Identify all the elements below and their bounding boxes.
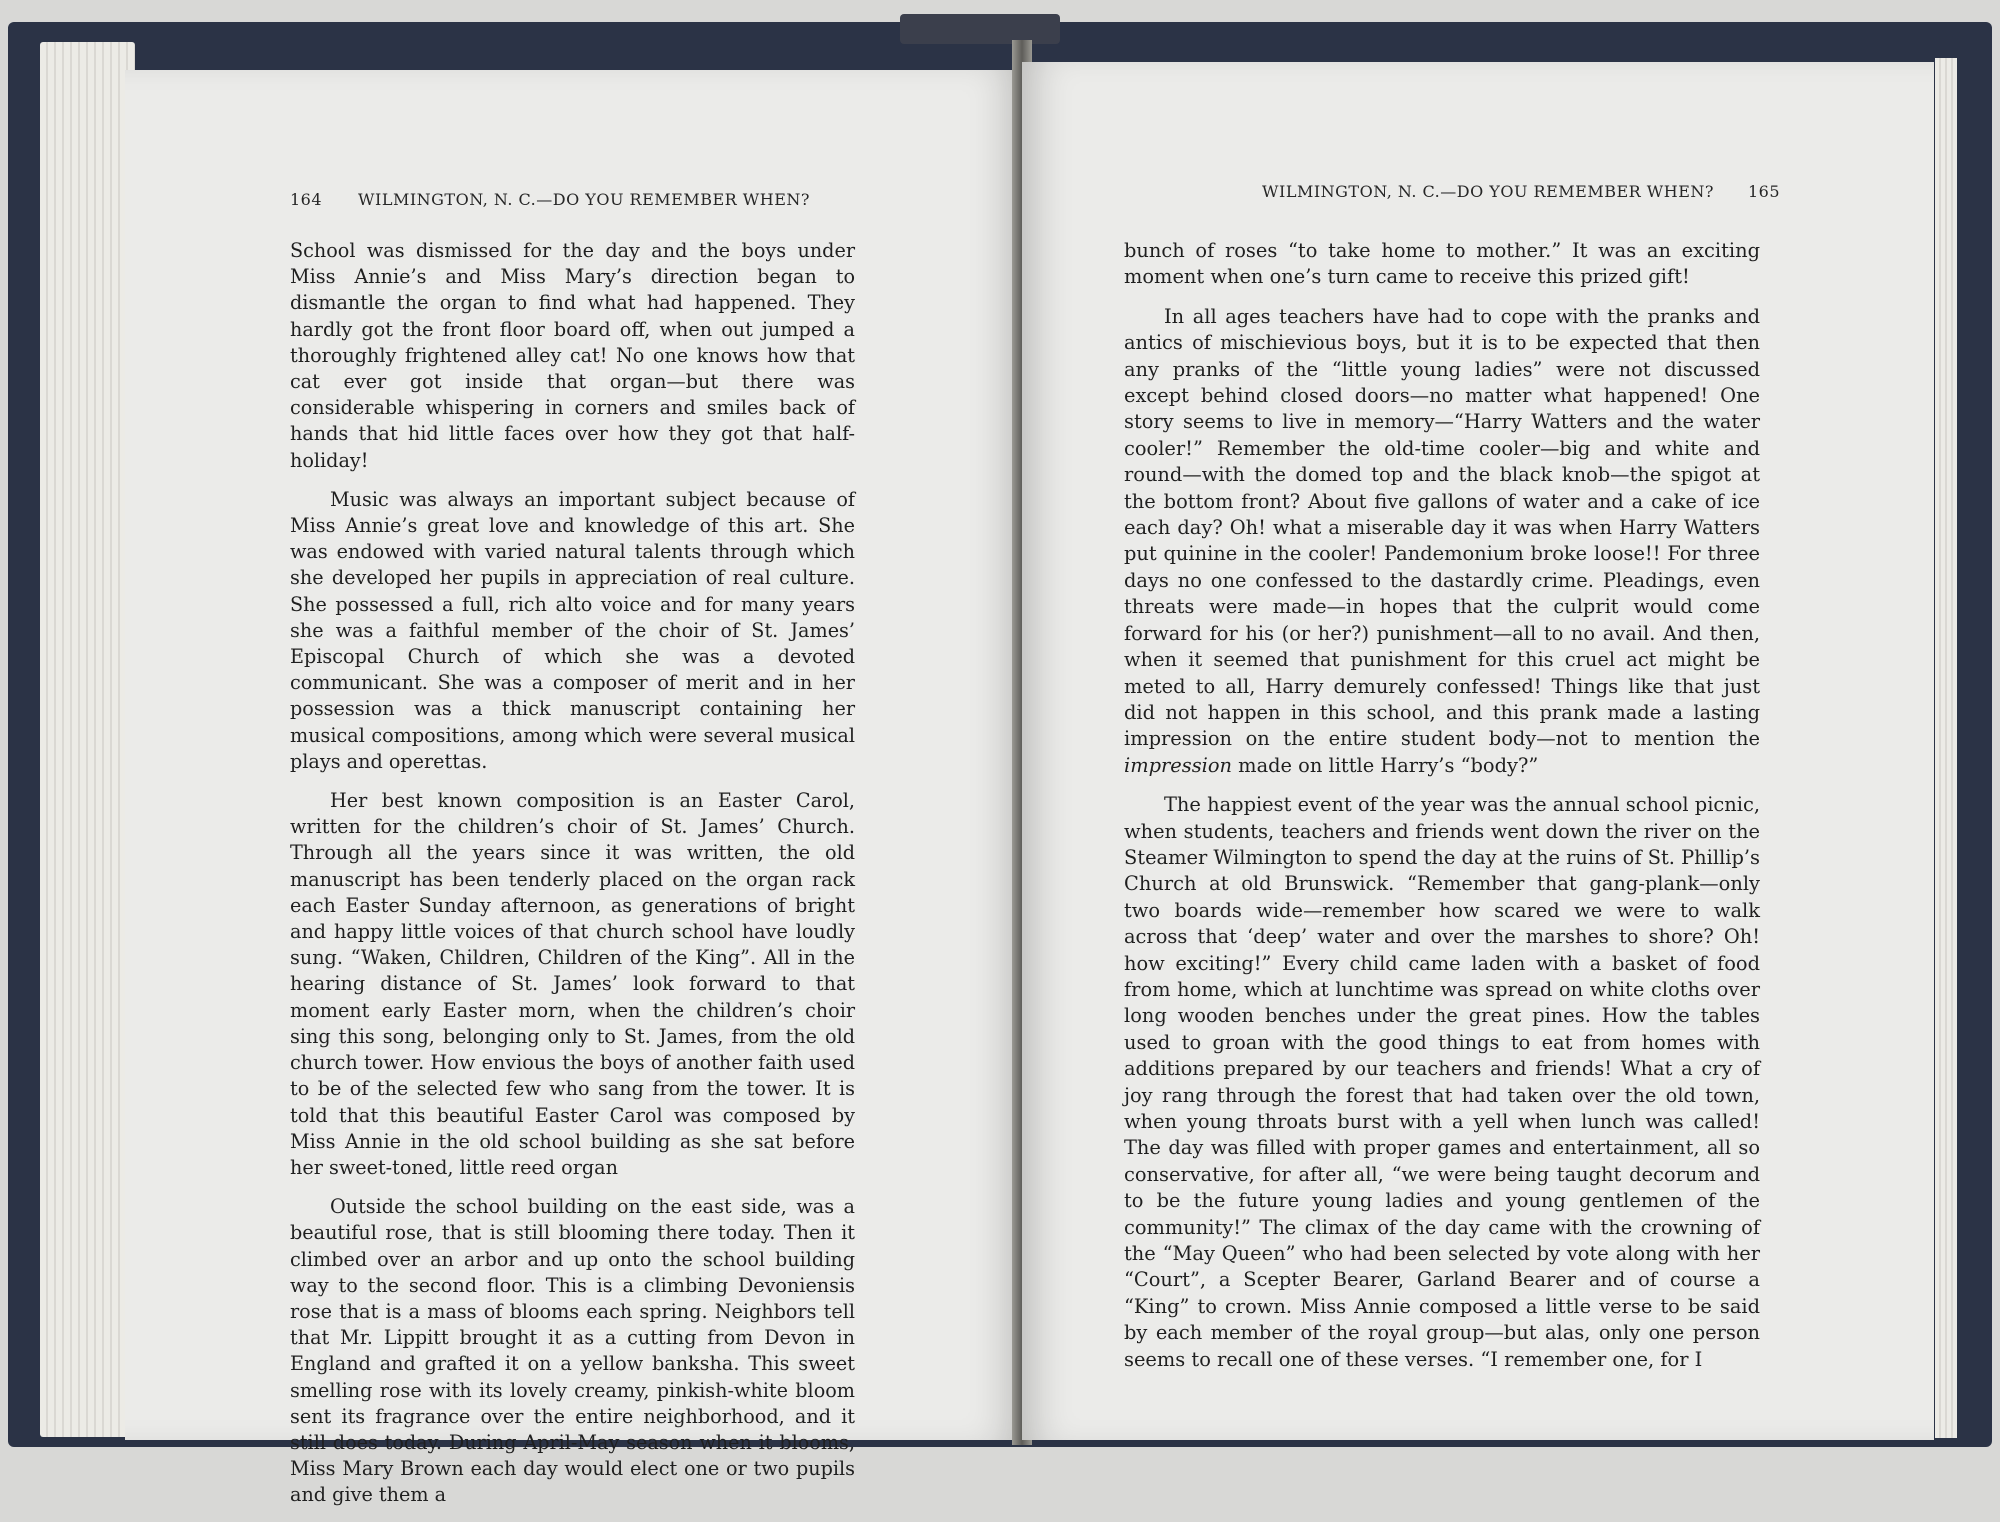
left-running-head-title: WILMINGTON, N. C.—DO YOU REMEMBER WHEN? [358, 190, 810, 209]
right-page [1022, 62, 1934, 1440]
book-spine-top [900, 14, 1060, 44]
paragraph: bunch of roses “to take home to mother.” It was an exciting moment when one’s turn came to receive this prized gift! [1124, 239, 1760, 289]
paragraph: Music was always an important subject because of Miss Annie’s great love and knowledge of this art. She was endowed with varied natural talents through which she developed her pupils in appreciation of real culture. She possessed a full, rich alto voice and for many years she was a faithful member of the choir of St. James’ Episcopal Church of which she was a devoted communicant. She was a composer of merit and in her possession was a thick manuscript containing her musical compositions, among which were several musical plays and operettas. [290, 487, 855, 773]
right-running-head [1190, 182, 1780, 201]
left-running-head [290, 190, 850, 209]
page-edges-right [1935, 58, 1957, 1438]
paragraph [1124, 304, 1760, 779]
paragraph: Outside the school building on the east side, was a beautiful rose, that is still blooming there today. Then it climbed over an arbor and up onto the school building way to the second floor. This is a climbing Devoniensis rose that is a mass of blooms each spring. Neighbors tell that Mr. Lippitt brought it as a cutting from Devon in England and grafted it on a yellow banksha. This sweet smelling rose with its lovely creamy, pinkish-white bloom sent its fragrance over the entire neighborhood, and it still does today. During April-May season when it blooms, Miss Mary Brown each day would elect one or two pupils and give them a [290, 1195, 855, 1507]
right-page-body [1124, 238, 1760, 1386]
left-page-number: 164 [290, 190, 323, 209]
paragraph: The happiest event of the year was the annual school picnic, when students, teachers and friends went down the river on the Steamer Wilmington to spend the day at the ruins of St. Phillip’s Church at old Brunswick. “Remember that gang-plank—only two boards wide—remember how scared we were to walk across that ‘deep’ water and over the marshes to shore? Oh! how exciting!” Every child came laden with a basket of food from home, which at lunchtime was spread on white cloths over long wooden benches under the great pines. How the tables used to groan with the good things to eat from homes with additions prepared by our teachers and friends! What a cry of joy rang through the forest that had taken over the old town, when young throats burst with a yell when lunch was called! The day was filled with proper games and entertainment, all so conservative, for after all, “we were being taught decorum and to be the future young ladies and young gentlemen of the community!” The climax of the day came with the crowning of the “May Queen” who had been selected by vote along with her “Court”, a Scepter Bearer, Garland Bearer and of course a “King” to crown. Miss Annie composed a little verse to be said by each member of the royal group—but alas, only one person seems to recall one of these verses. “I remember one, for I [1124, 793, 1760, 1371]
left-page [125, 70, 1020, 1507]
paragraph: School was dismissed for the day and the boys under Miss Annie’s and Miss Mary’s direction began to dismantle the organ to find what had happened. They hardly got the front floor board off, when out jumped a thoroughly frightened alley cat! No one knows how that cat ever got inside that organ—but there was considerable whispering in corners and smiles back of hands that hid little faces over how they got that half-holiday! [290, 239, 855, 472]
paragraph-tail: made on little Harry’s “body?” [1232, 753, 1539, 777]
page-edges-left [40, 42, 135, 1437]
right-running-head-title: WILMINGTON, N. C.—DO YOU REMEMBER WHEN? [1262, 182, 1714, 201]
paragraph-text: In all ages teachers have had to cope with the pranks and antics of mischievious boys, but it is to be expected that then any pranks of the “little young ladies” were not discussed except behind closed doors—no matter what happened! One story seems to live in memory—“Harry Watters and the water cooler!” Remember the old-time cooler—big and white and round—with the domed top and the black knob—the spigot at the bottom front? About five gallons of water and a cake of ice each day? Oh! what a miserable day it was when Harry Watters put quinine in the cooler! Pandemonium broke loose!! For three days no one confessed to the dastardly crime. Pleadings, even threats were made—in hopes that the culprit would come forward for his (or her?) punishment—all to no avail. And then, when it seemed that punishment for this cruel act might be meted to all, Harry demurely confessed! Things like that just did not happen in this school, and this prank made a lasting impression on the entire student body—not to mention the [1124, 304, 1760, 751]
italic-word: impression [1124, 753, 1233, 777]
paragraph: Her best known composition is an Easter Carol, written for the children’s choir of St. James’ Church. Through all the years since it was written, the old manuscript has been tenderly placed on the organ rack each Easter Sunday afternoon, as generations of bright and happy little voices of that church school have loudly sung. “Waken, Children, Children of the King”. All in the hearing distance of St. James’ look forward to that moment early Easter morn, when the children’s choir sing this song, belonging only to St. James, from the old church tower. How envious the boys of another faith used to be of the selected few who sang from the tower. It is told that this beautiful Easter Carol was composed by Miss Annie in the old school building as she sat before her sweet-toned, little reed organ [290, 789, 855, 1179]
left-page-body [290, 238, 855, 1522]
right-page-number: 165 [1747, 182, 1780, 201]
